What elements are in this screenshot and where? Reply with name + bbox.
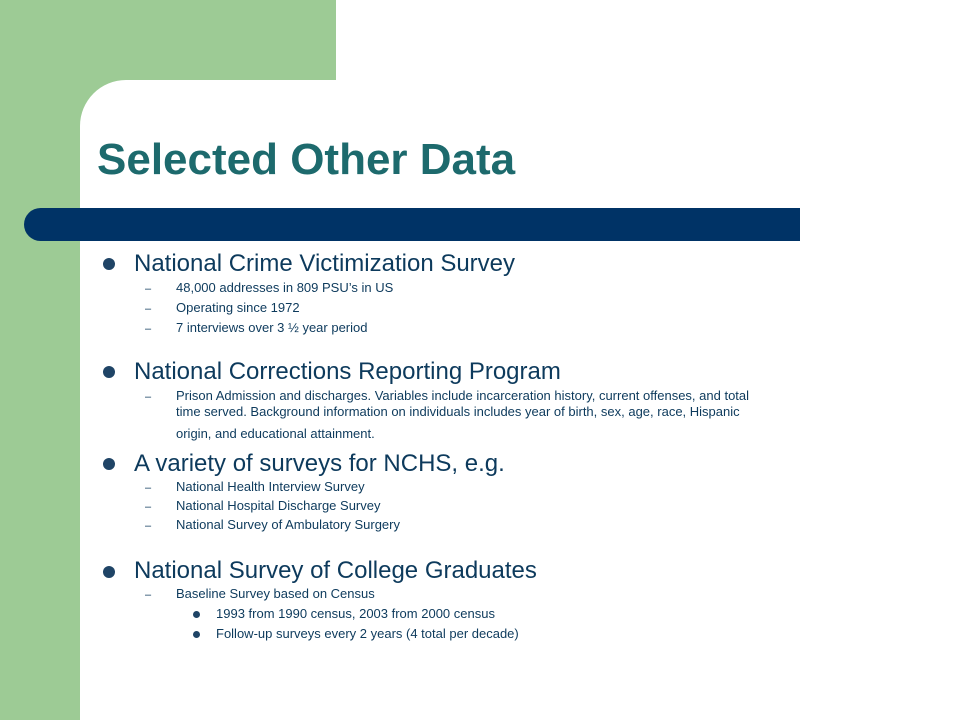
sub-item: National Survey of Ambulatory Surgery — [176, 517, 400, 532]
sub-item-line: Prison Admission and discharges. Variables include incarceration history, current offenses, and total — [176, 388, 750, 403]
title-underline-bar — [24, 208, 800, 241]
sub-item: 7 interviews over 3 ½ year period — [176, 320, 368, 335]
sub-item: 48,000 addresses in 809 PSU’s in US — [176, 280, 394, 295]
bullet-item-nchs-surveys: A variety of surveys for NCHS, e.g. — [134, 450, 505, 477]
sub-item: National Hospital Discharge Survey — [176, 498, 381, 513]
sub-item-line: time served. Background information on individuals includes year of birth, sex, age, race, Hispanic — [176, 404, 740, 419]
small-bullet-dot-icon — [193, 631, 200, 638]
dash-icon: – — [145, 589, 152, 601]
bullet-dot-icon — [103, 366, 115, 378]
dash-icon: – — [145, 520, 152, 532]
dash-icon: – — [145, 323, 152, 335]
bullet-dot-icon — [103, 458, 115, 470]
bullet-item-college-graduates: National Survey of College Graduates — [134, 557, 537, 584]
sub-item-line: origin, and educational attainment. — [176, 426, 375, 441]
bullet-item-crime-survey: National Crime Victimization Survey — [134, 250, 516, 277]
sub-sub-item: 1993 from 1990 census, 2003 from 2000 census — [216, 606, 495, 621]
sub-sub-item: Follow-up surveys every 2 years (4 total per decade) — [216, 626, 519, 641]
slide-title: Selected Other Data — [97, 135, 516, 184]
dash-icon: – — [145, 283, 152, 295]
bullet-dot-icon — [103, 258, 115, 270]
dash-icon: – — [145, 501, 152, 513]
sub-item: Operating since 1972 — [176, 300, 300, 315]
sub-item: Baseline Survey based on Census — [176, 586, 375, 601]
dash-icon: – — [145, 391, 152, 403]
sub-item: National Health Interview Survey — [176, 479, 365, 494]
dash-icon: – — [145, 482, 152, 494]
dash-icon: – — [145, 303, 152, 315]
bullet-dot-icon — [103, 566, 115, 578]
small-bullet-dot-icon — [193, 611, 200, 618]
bullet-item-corrections-program: National Corrections Reporting Program — [134, 358, 561, 385]
